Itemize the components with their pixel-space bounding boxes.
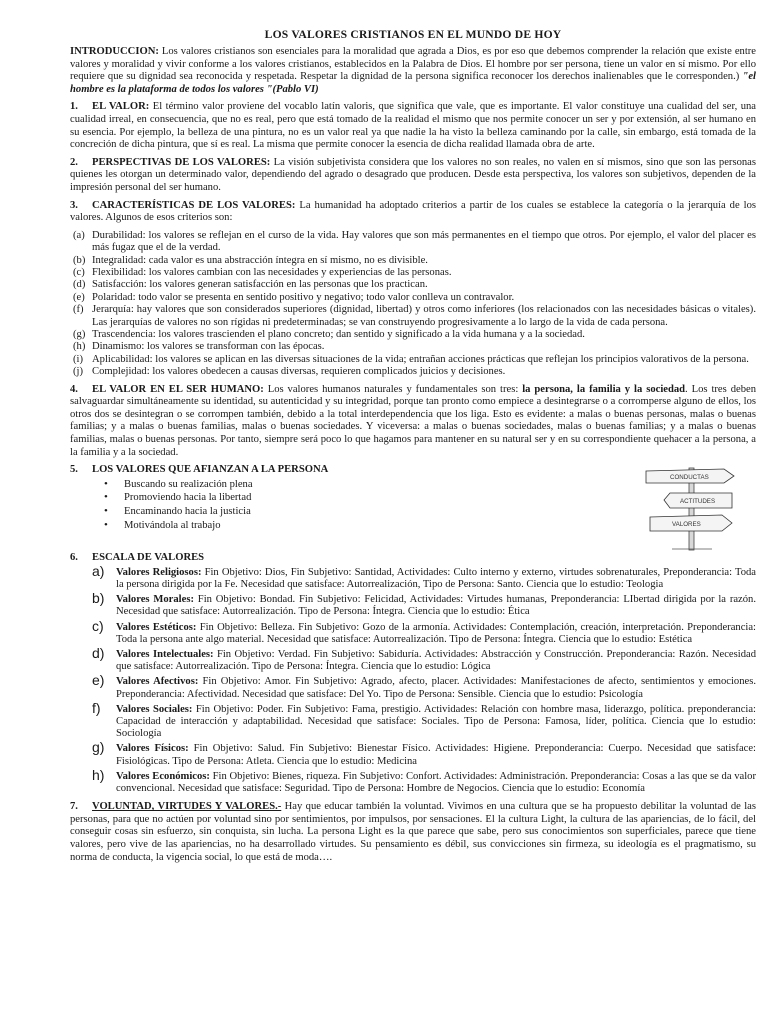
- value-type-label: Valores Religiosos:: [116, 566, 202, 578]
- value-type-label: Valores Afectivos:: [116, 676, 199, 688]
- list-marker: g): [92, 739, 105, 756]
- sign-label-valores: VALORES: [672, 521, 701, 529]
- list-marker: d): [92, 644, 105, 661]
- section-5: [70, 464, 756, 546]
- list-item-text: Polaridad: todo valor se presenta en sentido positivo y negativo; todo valor conlleva un contravalor.: [92, 291, 515, 303]
- section-4-number: 4.: [70, 383, 78, 395]
- list-marker: (f): [73, 304, 84, 316]
- section-1-text: El término valor proviene del vocablo latín valoris, que significa que vale, que es importante. El valor constituye una cualidad del ser, una cualidad irreal, en consecuencia, que no es real, pero que está tomado de la realidad el mismo que nos permite conocer un ser y por extensión, al ser humano en su esencia. Por ejemplo, la belleza de una pintura, no es un valor real ya que nadie la ha visto la belleza caminando por la calle, sin embargo, está tomada de la concreción de dicha pintura, que sí es real. La misma que permite conocer la esencia de dicha realidad llamada obra de arte.: [70, 101, 756, 151]
- list-item: [70, 590, 756, 618]
- value-type-text: Fin Objetivo: Salud. Fin Subjetivo: Bienestar Físico. Actividades: Higiene. Preponderancia: Cuerpo. Necesidad que satisface: Fisiológicas. Tipo de Persona: Atleta. Ciencia que lo estudio: Medicina: [116, 743, 756, 767]
- list-marker: b): [92, 590, 105, 607]
- sign-label-conductas: CONDUCTAS: [670, 474, 709, 482]
- value-type-text: Fin Objetivo: Amor. Fin Subjetivo: Agrado, afecto, placer. Actividades: Manifestaciones de afecto, sentimientos y emociones. Preponderancia: Afectividad. Necesidad que satisface: Del Yo. Tipo de Persona: Sensible. Ciencia que lo estudio: Psicología: [116, 676, 756, 700]
- list-item: [70, 739, 756, 767]
- list-item: [70, 230, 756, 255]
- signpost-illustration: [642, 464, 742, 552]
- list-item: [70, 366, 756, 378]
- section-3-paragraph: [70, 200, 756, 225]
- list-item: [70, 267, 756, 279]
- list-item: [70, 672, 756, 700]
- value-type-text: Fin Objetivo: Bondad. Fin Subjetivo: Felicidad, Actividades: Virtudes humanas, Preponderancia: LIbertad dirigida por la razón. Necesidad que satisface: Autorrealización. Tipo de Persona: Íntegra. Ciencia que lo estudio: Ética: [116, 594, 756, 618]
- list-marker: (g): [73, 328, 86, 340]
- section-4-paragraph: [70, 384, 756, 460]
- document-title: LOS VALORES CRISTIANOS EN EL MUNDO DE HOY: [264, 28, 562, 41]
- value-type-label: Valores Estéticos:: [116, 621, 197, 633]
- list-item: • Motivándola al trabajo: [70, 519, 756, 533]
- list-marker: e): [92, 672, 105, 689]
- list-item: [70, 699, 757, 741]
- list-marker: (b): [73, 254, 86, 266]
- intro-quote: "el hombre es la plataforma de todos los valores "(Pablo VI): [70, 71, 756, 95]
- section-7-label: VOLUNTAD, VIRTUDES Y VALORES.-: [92, 801, 282, 813]
- value-type-text: Fin Objetivo: Belleza. Fin Subjetivo: Gozo de la armonía. Actividades: Contemplación, creación, interpretación. Preponderancia: Toda la persona ante algo material. Necesidad que satisface: Autorrealización. Tipo de Persona: Íntegra. Ciencia que lo estudio: Estética: [116, 621, 756, 645]
- section-3-text: La humanidad ha adoptado criterios a partir de los cuales se establece la categoría o la jerarquía de los valores. Algunos de esos criterios son:: [70, 199, 756, 224]
- list-item: • Buscando su realización plena: [70, 478, 756, 492]
- list-item-text: Trascendencia: los valores trascienden el plano concreto; dan sentido y significado a la vida humana y a la sociedad.: [92, 328, 585, 340]
- value-type-label: Valores Económicos:: [116, 770, 210, 782]
- list-item: [70, 329, 756, 341]
- list-item: [70, 354, 756, 366]
- list-item-text: Flexibilidad: los valores cambian con las necesidades y experiencias de las personas.: [92, 266, 452, 278]
- list-item: [70, 279, 756, 291]
- section-2-paragraph: [70, 157, 756, 195]
- section-1-label: EL VALOR:: [92, 101, 150, 113]
- list-marker: a): [92, 562, 105, 579]
- section-6-number: 6.: [70, 552, 78, 564]
- value-type-text: Fin Objetivo: Poder. Fin Subjetivo: Fama, prestigio. Actividades: Relación con hombre masa, liderazgo, política. preponderancia: Capacidad de interacción y adaptabilidad. Necesidad que satisface: Sociales. Tipo de Persona: Famosa, líder, política. Ciencia que lo estudio: Sociología: [116, 703, 757, 740]
- section-1-number: 1.: [70, 101, 78, 113]
- value-type-text: Fin Objetivo: Bienes, riqueza. Fin Subjetivo: Confort. Actividades: Administración. Preponderancia: Cosas a las que se da valor convencional. Necesidad que satisface: Seguridad. Tipo de Persona: Hombre de Negocios. Ciencia que lo estudio: Economía: [116, 770, 756, 794]
- section-5-label: LOS VALORES QUE AFIANZAN A LA PERSONA: [92, 464, 329, 476]
- section-1-paragraph: [70, 101, 756, 151]
- section-4-label: EL VALOR EN EL SER HUMANO:: [92, 383, 264, 395]
- section-3-label: CARACTERÍSTICAS DE LOS VALORES:: [92, 199, 296, 211]
- list-marker: (h): [73, 341, 86, 353]
- list-item-text: Durabilidad: los valores se reflejan en el curso de la vida. Hay valores que son más permanentes en el tiempo que otros. Por ejemplo, el valor del placer es más fugaz que el de la verdad.: [92, 229, 756, 254]
- section-7-paragraph: [70, 801, 756, 864]
- list-marker: h): [92, 766, 105, 783]
- section-2-text: La visión subjetivista considera que los valores no son reales, no valen en sí mismos, sino que son las personas quienes les otorgan un determinado valor, dependiendo del agrado o desagrado que producen. Desde esta perspectiva, los valores son subjetivos, dependen de la impresión personal del ser humano.: [70, 156, 756, 193]
- intro-label: INTRODUCCION:: [70, 46, 159, 57]
- list-item: [70, 644, 756, 673]
- list-item-text: Jerarquía: hay valores que son considerados superiores (dignidad, libertad) y otros como inferiores (los relacionados con las necesidades básicas o vitales). Las jerarquías de valores no son rígidas ni predeterminadas; se van construyendo progresivamente a lo largo de la vida de cada persona.: [92, 304, 756, 328]
- scale-list: [70, 562, 757, 795]
- section-2-label: PERSPECTIVAS DE LOS VALORES:: [92, 156, 271, 168]
- section-3-number: 3.: [70, 199, 78, 211]
- list-item-text: Dinamismo: los valores se transforman con las épocas.: [92, 341, 325, 353]
- list-item: [70, 341, 756, 353]
- intro-paragraph: [70, 46, 756, 96]
- section-6-heading: [70, 552, 756, 565]
- list-marker: (d): [73, 279, 86, 291]
- criteria-list: [70, 230, 756, 379]
- intro-text: Los valores cristianos son esenciales para la moralidad que agrada a Dios, es por eso que debemos comprender la relación que existe entre valores y moralidad y vivir conforme a los valores cristianos, establecidos en la Palabra de Dios. El hombre por ser persona, tiene un valor en sí mismo. Por ello requiere que su dignidad sea reconocida y respetada. Respetar la dignidad de la persona significa reconocer los derechos inalienables que le corresponden.): [70, 46, 756, 83]
- list-item: [70, 617, 756, 646]
- value-type-text: Fin Objetivo: Verdad. Fin Subjetivo: Sabiduría. Actividades: Abstracción y Construcción. Preponderancia: Razón. Necesidad que satisface: Autorrealización. Tipo de Persona: Íntegra. Ciencia que lo estudio: Lógica: [116, 648, 756, 673]
- list-item-text: Integralidad: cada valor es una abstracción íntegra en sí mismo, no es divisible.: [92, 254, 428, 266]
- list-item: • Promoviendo hacia la libertad: [70, 491, 756, 505]
- value-type-label: Valores Intelectuales:: [116, 648, 214, 660]
- section-7-text: Hay que educar también la voluntad. Vivimos en una cultura que se ha propuesto debilitar la voluntad de las personas, para que no actúen por voluntad sino por sentimientos, por impulsos, por sensaciones. El la cultura Light, la cultura de las apariencias, de lo fácil, del conseguir cosas sin esfuerzo, sin conquista, sin lucha. La persona Light es la que parece que sabe, pero sus conocimientos son superficiales, parece que tiene valores, pero vive de las apariencias, no ha desarrollado virtudes. Su pensamiento es débil, sus convicciones sin firmeza, su ideología es el pragmatismo, su norma de conducta, la vigencia social, lo que está de moda….: [70, 801, 756, 863]
- list-item: [70, 562, 757, 591]
- list-marker: (a): [73, 229, 85, 241]
- list-item-text: Complejidad: los valores obedecen a causas diversas, requieren complicados juicios y decisiones.: [92, 366, 506, 378]
- sign-label-actitudes: ACTITUDES: [680, 498, 716, 506]
- list-marker: (i): [73, 353, 83, 365]
- list-item: [70, 255, 756, 267]
- list-marker: (j): [73, 366, 83, 378]
- section-4-text: Los valores humanos naturales y fundamentales son tres:: [263, 383, 523, 395]
- section-5-number: 5.: [70, 464, 78, 476]
- list-item: [70, 304, 756, 329]
- list-marker: c): [92, 617, 104, 634]
- list-marker: (e): [73, 291, 85, 303]
- value-type-label: Valores Morales:: [116, 594, 194, 606]
- section-4-bold-text: la persona, la familia y la sociedad: [522, 383, 686, 395]
- list-item: • Encaminando hacia la justicia: [70, 505, 756, 519]
- value-type-label: Valores Sociales:: [116, 703, 193, 715]
- value-type-text: Fin Objetivo: Dios, Fin Subjetivo: Santidad, Actividades: Culto interno y externo, virtudes sobrenaturales, Preponderancia: Toda la persona dirigida por la Fe. Necesidad que satisface: Autorrealización, Tipo de Persona: Santo. Ciencia que lo estudio: Teologia: [116, 566, 757, 590]
- list-marker: f): [92, 699, 101, 716]
- list-item: [70, 292, 756, 304]
- section-4-text-continued: . Los tres deben salvaguardar simultáneamente su identidad, su autenticidad y su integridad, porque tan pronto como empiece a desintegrarse o a corromperse alguno de ellos, los otros dos se desintegran o se corrompen también, debido a la total interdependencia que los liga. Esto es evidente: a malas o buenas personas, malas o buenas familias; y a malas o buenas familias, malas o buenas sociedades. Y viceversa: a malas o buenas sociedades, malas o buenas familias; y a malas o buenas familias, malas o buenas personas. Por tanto, siempre será poco lo que hagamos para mantener en su natural ser y en su correspondiente quehacer a la persona, a la familia y a la sociedad.: [70, 383, 756, 458]
- list-item-text: Satisfacción: los valores generan satisfacción en las personas que los practican.: [92, 279, 428, 291]
- list-item-text: Aplicabilidad: los valores se aplican en las diversas situaciones de la vida; entrañan acciones prácticas que reflejan los principios valorativos de la persona.: [92, 353, 749, 365]
- list-item: [70, 766, 756, 795]
- section-2-number: 2.: [70, 156, 78, 168]
- section-6-label: ESCALA DE VALORES: [92, 552, 205, 564]
- section-7-number: 7.: [70, 801, 78, 813]
- value-type-label: Valores Físicos:: [116, 743, 189, 755]
- list-marker: (c): [73, 266, 85, 278]
